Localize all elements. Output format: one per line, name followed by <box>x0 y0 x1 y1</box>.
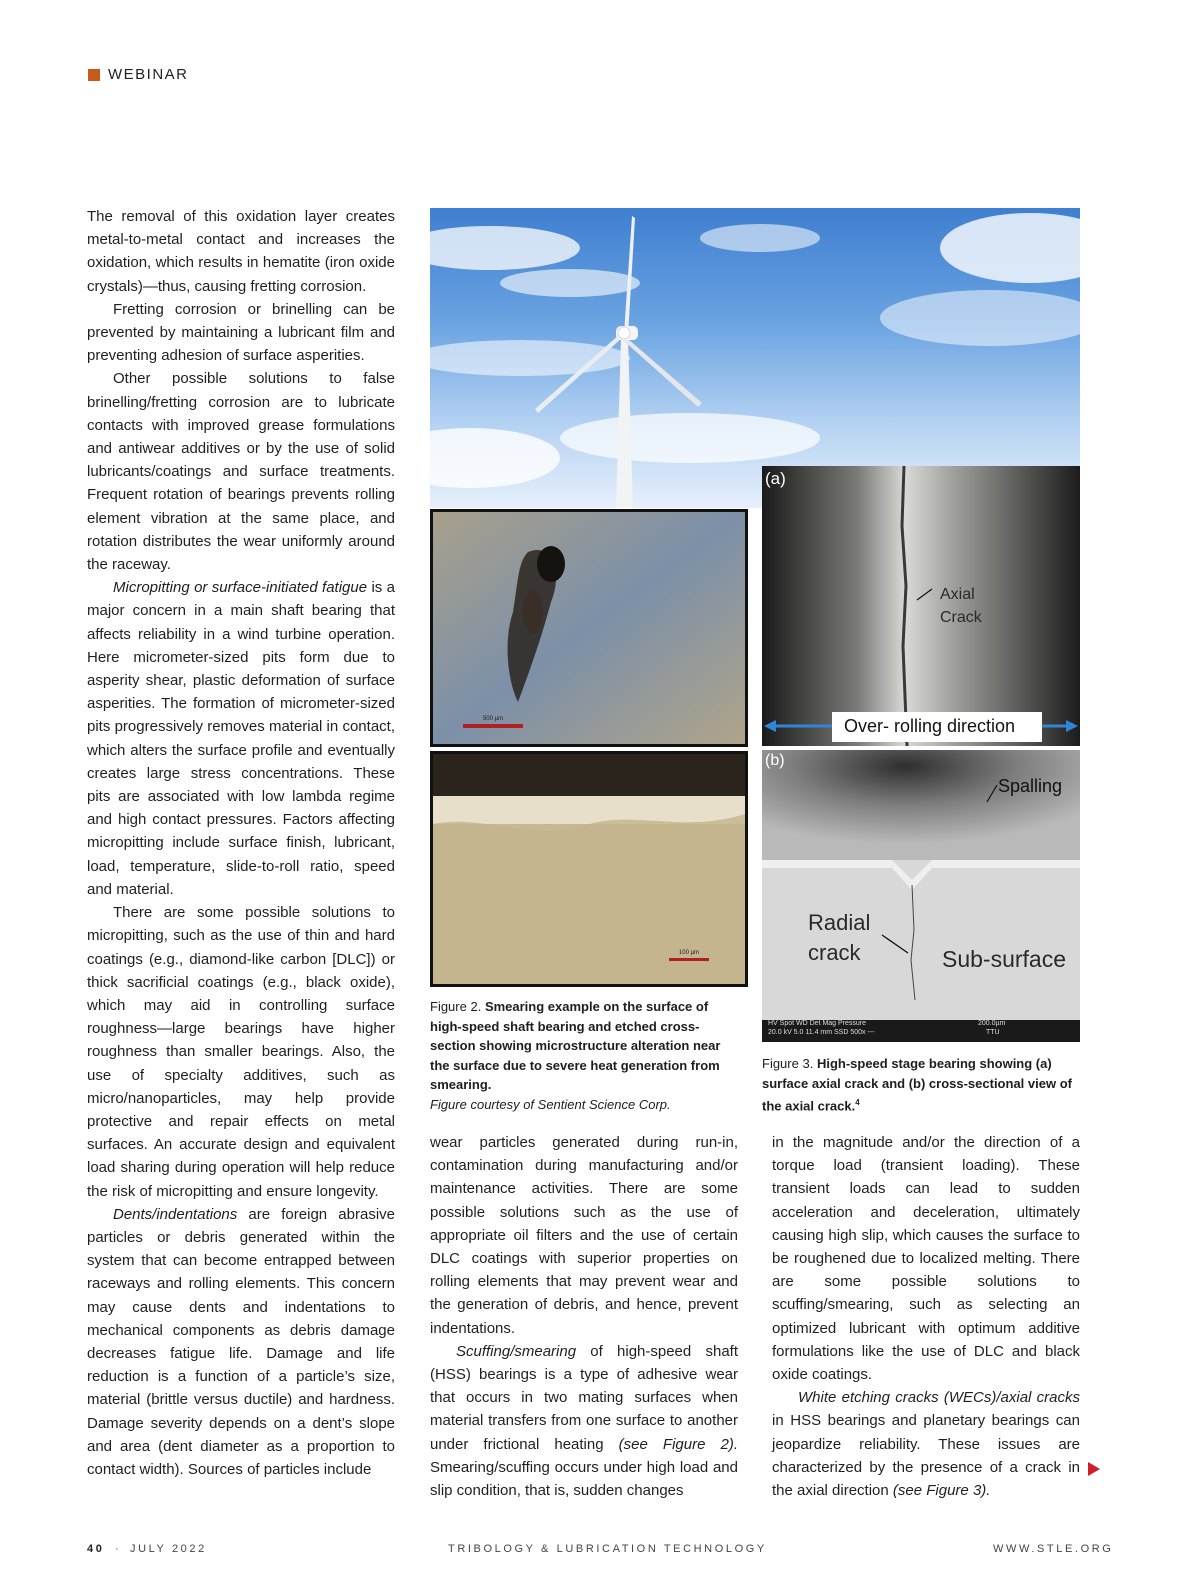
paragraph: The removal of this oxidation layer creates metal-to-metal contact and increases the oxidation, which results in hematite (iron oxide crystals)—thus, causing fretting corrosion. <box>87 208 395 295</box>
radial-label-line2: crack <box>808 940 861 965</box>
figure-2-caption <box>430 997 742 1114</box>
smearing-surface-illustration <box>433 512 745 744</box>
scale-bar-label: 500 µm <box>482 716 504 722</box>
figure-3-caption <box>762 1054 1080 1116</box>
wind-turbine-photo <box>430 208 1080 508</box>
axial-label-line1: Axial <box>940 586 975 603</box>
term: White etching cracks (WECs)/axial cracks <box>798 1389 1080 1407</box>
reference-number: 4 <box>855 1098 860 1107</box>
figure-3a-axial-crack-photo <box>762 466 1080 746</box>
paragraph: wear particles generated during run-in, contamination during manufacturing and/or maintenance activities. There are some possible solutions such as the use of appropriate oil filters and the use of certain DLC coatings with superior properties on rolling elements that may prevent wear and the generation of debris, and hence, prevent indentations. <box>430 1134 738 1337</box>
scale-bar-label: 100 µm <box>678 950 700 956</box>
paragraph <box>772 1386 1080 1502</box>
figure-2-smearing-surface-photo <box>430 509 748 747</box>
wind-turbine-illustration <box>430 208 1080 508</box>
term: Scuffing/smearing <box>456 1342 577 1360</box>
footer-separator: · <box>115 1543 122 1555</box>
figure-3b-cross-section-sem <box>762 750 1080 1042</box>
section-square-icon <box>88 69 100 81</box>
figure-label: Figure 3. <box>762 1056 814 1071</box>
journal-name: TRIBOLOGY & LUBRICATION TECHNOLOGY <box>448 1543 767 1555</box>
sem-metadata-line2: 20.0 kV 5.0 11.4 mm SSD 500x --- <box>768 1029 875 1036</box>
panel-label-a: (a) <box>765 469 786 488</box>
section-label: WEBINAR <box>108 66 189 83</box>
figure-courtesy: Figure courtesy of Sentient Science Corp. <box>430 1096 671 1112</box>
body-column-2 <box>430 1131 738 1502</box>
radial-label-line1: Radial <box>808 910 871 935</box>
term: Micropitting or surface-initiated fatigue <box>113 579 368 597</box>
paragraph-text: Smearing/scuffing occurs under high load and slip condition, that is, sudden changes <box>430 1458 738 1500</box>
body-column-3 <box>772 1131 1080 1502</box>
paragraph: Other possible solutions to false brinelling/fretting corrosion are to lubricate contacts with improved grease formulations and antiwear additives or by the use of solid lubricants/coatings and surface treatments. Frequent rotation of bearings prevents rolling element vibration at the same place, and rotation distributes the wear uniformly around the raceway. <box>87 370 395 574</box>
paragraph <box>87 576 395 901</box>
panel-label-b: (b) <box>765 752 785 769</box>
figure-reference: (see Figure 2). <box>618 1435 738 1453</box>
caption-bold: Smearing example on the surface of high-speed shaft bearing and etched cross-section showing microstructure alteration near the surface due to severe heat generation from smearing. <box>430 999 721 1092</box>
paragraph: Fretting corrosion or brinelling can be prevented by maintaining a lubricant film and preventing adhesion of surface asperities. <box>87 300 395 365</box>
paragraph <box>87 1203 395 1481</box>
sem-metadata-line1: HV Spot WD Det Mag Pressure <box>768 1020 867 1027</box>
caption-bold: High-speed stage bearing showing (a) surface axial crack and (b) cross-sectional view of the axial crack. <box>762 1056 1072 1114</box>
website-url: WWW.STLE.ORG <box>993 1543 1114 1555</box>
figure-reference: (see Figure 3). <box>892 1482 991 1500</box>
sem-org-label: TTU <box>986 1029 1000 1036</box>
over-rolling-label: Over- rolling direction <box>844 716 1016 736</box>
figure-label: Figure 2. <box>430 999 482 1014</box>
section-tag <box>88 66 189 83</box>
axial-label-line2: Crack <box>940 609 982 626</box>
body-column-1 <box>87 205 395 1481</box>
paragraph-text: is a major concern in a main shaft bearing that affects reliability in a wind turbine operation. Here micrometer-sized pits form due to asperity shear, plastic deformation of surface asperities. The formation of micrometer-sized pits progressively removes material in contact, which alters the surface profile and eventually creates large stress concentrations. These pits are associated with low lambda regime and high contact pressures. Factors affecting micropitting include surface finish, lubricant, load, temperature, slide-to-roll ratio, speed and material. <box>87 579 395 898</box>
figure-2-etched-cross-section-photo <box>430 751 748 987</box>
paragraph-text: of high-speed shaft (HSS) bearings is a type of adhesive wear that occurs in two mating surfaces when material transfers from one surface to another under frictional heating <box>430 1342 738 1453</box>
paragraph: in the magnitude and/or the direction of a torque load (transient loading). These transient loads can lead to sudden acceleration and deceleration, ultimately causing high slip, which causes the surface to be roughened due to localized melting. There are some possible solutions to scuffing/smearing, such as selecting an optimized lubricant with optimum additive formulations like the use of DLC and black oxide coatings. <box>772 1134 1080 1384</box>
continue-arrow-icon <box>1088 1462 1100 1476</box>
paragraph <box>430 1340 738 1502</box>
issue-date: JULY 2022 <box>130 1543 207 1555</box>
paragraph-text: are foreign abrasive particles or debris generated within the system that can become entrapped between raceways and rolling elements. This concern may cause dents and indentations to mechanical components as debris damage decreases fatigue life. Damage and life reduction is a function of a particle’s size, material (brittle versus ductile) and hardness. Damage severity depends on a dent’s slope and area (dent diameter as a proportion to contact width). Sources of particles include <box>87 1205 395 1478</box>
spalling-label: Spalling <box>998 776 1063 796</box>
paragraph-text: in HSS bearings and planetary bearings can jeopardize reliability. These issues are characterized by the presence of a crack in the axial direction <box>772 1412 1080 1500</box>
cross-section-illustration <box>433 754 745 984</box>
axial-crack-illustration <box>762 466 1080 746</box>
page-number: 40 <box>87 1543 105 1555</box>
sem-scale-label: 200.0µm <box>978 1020 1006 1027</box>
term: Dents/indentations <box>113 1205 238 1223</box>
sub-surface-label: Sub-surface <box>942 946 1067 972</box>
paragraph: There are some possible solutions to micropitting, such as the use of thin and hard coatings (e.g., diamond-like carbon [DLC]) or thick sacrificial coatings (e.g., black oxide), which may aid in controlling surface roughness—large bearings have higher roughness than smaller bearings. Also, the use of specialty additives, such as micro/nanoparticles, may help provide protective and repair effects on metal surfaces. An accurate design and equivalent load sharing during operation will help reduce the risk of micropitting and ensure longevity. <box>87 904 395 1200</box>
